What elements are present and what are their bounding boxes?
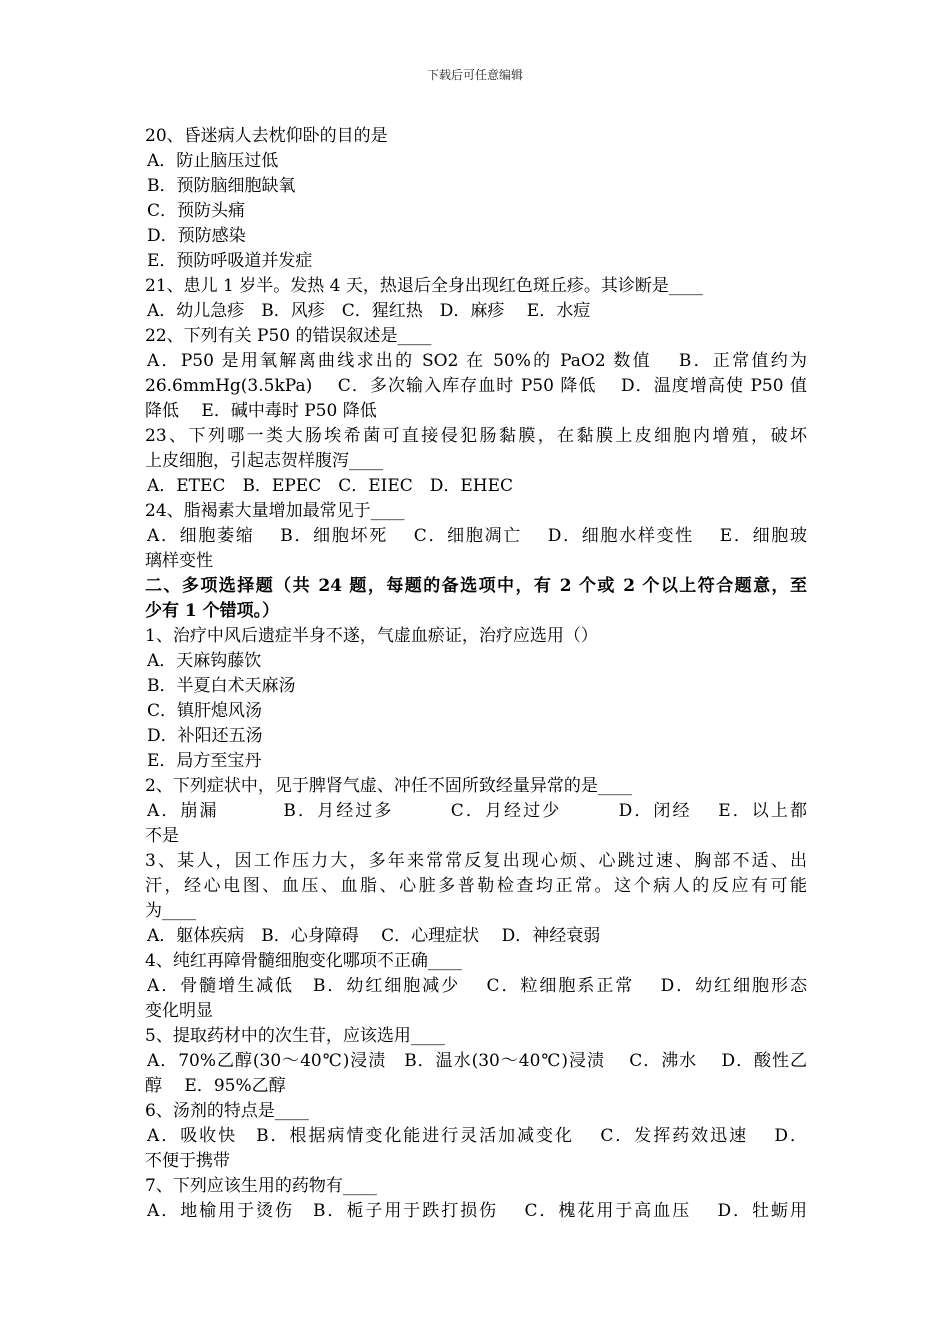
text-line: C．镇肝熄风汤 — [147, 701, 263, 721]
text-line: 23、下列哪一类大肠埃希菌可直接侵犯肠黏膜，在黏膜上皮细胞内增殖，破坏 — [145, 426, 807, 446]
text-line: A．地榆用于烫伤 B．栀子用于跌打损伤 C．槐花用于高血压 D．牡蛎用 — [147, 1201, 807, 1221]
text-line: A．ETEC B．EPEC C．EIEC D．EHEC — [147, 476, 514, 496]
text-line: 26.6mmHg(3.5kPa) C．多次输入库存血时 P50 降低 D．温度增高使 P50 值 — [145, 376, 807, 396]
text-line: 24、脂褐素大量增加最常见于____ — [145, 501, 405, 521]
document-body — [145, 124, 807, 1224]
text-line: A．崩漏 B．月经过多 C．月经过少 D．闭经 E．以上都 — [147, 801, 807, 821]
text-line: E．预防呼吸道并发症 — [147, 251, 313, 271]
text-line: A．幼儿急疹 B．风疹 C．猩红热 D．麻疹 E．水痘 — [147, 301, 591, 321]
text-line: A．70%乙醇(30～40℃)浸渍 B．温水(30～40℃)浸渍 C．沸水 D．酸性乙 — [147, 1051, 807, 1071]
text-line: 降低 E．碱中毒时 P50 降低 — [145, 401, 377, 421]
text-line: A．躯体疾病 B．心身障碍 C．心理症状 D．神经衰弱 — [147, 926, 601, 946]
text-line: C．预防头痛 — [147, 201, 246, 221]
text-line: A．骨髓增生减低 B．幼红细胞减少 C．粒细胞系正常 D．幼红细胞形态 — [147, 976, 807, 996]
text-line: 汗，经心电图、血压、血脂、心脏多普勒检查均正常。这个病人的反应有可能 — [145, 876, 807, 896]
text-line: 3、某人，因工作压力大，多年来常常反复出现心烦、心跳过速、胸部不适、出 — [145, 851, 807, 871]
text-line: 4、纯红再障骨髓细胞变化哪项不正确____ — [145, 951, 462, 971]
text-line: 璃样变性 — [145, 551, 213, 571]
text-line: 变化明显 — [145, 1001, 213, 1021]
text-line: 不是 — [145, 826, 179, 846]
text-line: D．预防感染 — [147, 226, 246, 246]
text-line: 二、多项选择题（共 24 题，每题的备选项中，有 2 个或 2 个以上符合题意，至 — [145, 576, 807, 596]
text-line: E．局方至宝丹 — [147, 751, 262, 771]
text-line: B．预防脑细胞缺氧 — [147, 176, 296, 196]
text-line: B．半夏白术天麻汤 — [147, 676, 296, 696]
text-line: A．防止脑压过低 — [147, 151, 279, 171]
text-line: A．吸收快 B．根据病情变化能进行灵活加减变化 C．发挥药效迅速 D． — [147, 1126, 807, 1146]
text-line: A．天麻钩藤饮 — [147, 651, 262, 671]
text-line: 21、患儿 1 岁半。发热 4 天，热退后全身出现红色斑丘疹。其诊断是____ — [145, 276, 703, 296]
page-header: 下载后可任意编辑 — [426, 68, 523, 82]
text-line: 醇 E．95%乙醇 — [145, 1076, 286, 1096]
text-line: 上皮细胞，引起志贺样腹泻____ — [145, 451, 383, 471]
text-line: 2、下列症状中，见于脾肾气虚、冲任不固所致经量异常的是____ — [145, 776, 632, 796]
text-line: 22、下列有关 P50 的错误叙述是____ — [145, 326, 432, 346]
text-line: A．细胞萎缩 B．细胞坏死 C．细胞凋亡 D．细胞水样变性 E．细胞玻 — [147, 526, 807, 546]
text-line: D．补阳还五汤 — [147, 726, 263, 746]
text-line: 为____ — [145, 901, 196, 921]
text-line: 不便于携带 — [145, 1151, 230, 1171]
text-line: 少有 1 个错项。） — [145, 601, 280, 621]
text-line: 20、昏迷病人去枕仰卧的目的是 — [145, 126, 388, 146]
text-line: 6、汤剂的特点是____ — [145, 1101, 309, 1121]
text-line: 7、下列应该生用的药物有____ — [145, 1176, 377, 1196]
text-line: 5、提取药材中的次生苷，应该选用____ — [145, 1026, 445, 1046]
text-line: A．P50 是用氧解离曲线求出的 SO2 在 50%的 PaO2 数值 B．正常值约为 — [147, 351, 807, 371]
text-line: 1、治疗中风后遗症半身不遂，气虚血瘀证，治疗应选用（） — [145, 626, 598, 646]
